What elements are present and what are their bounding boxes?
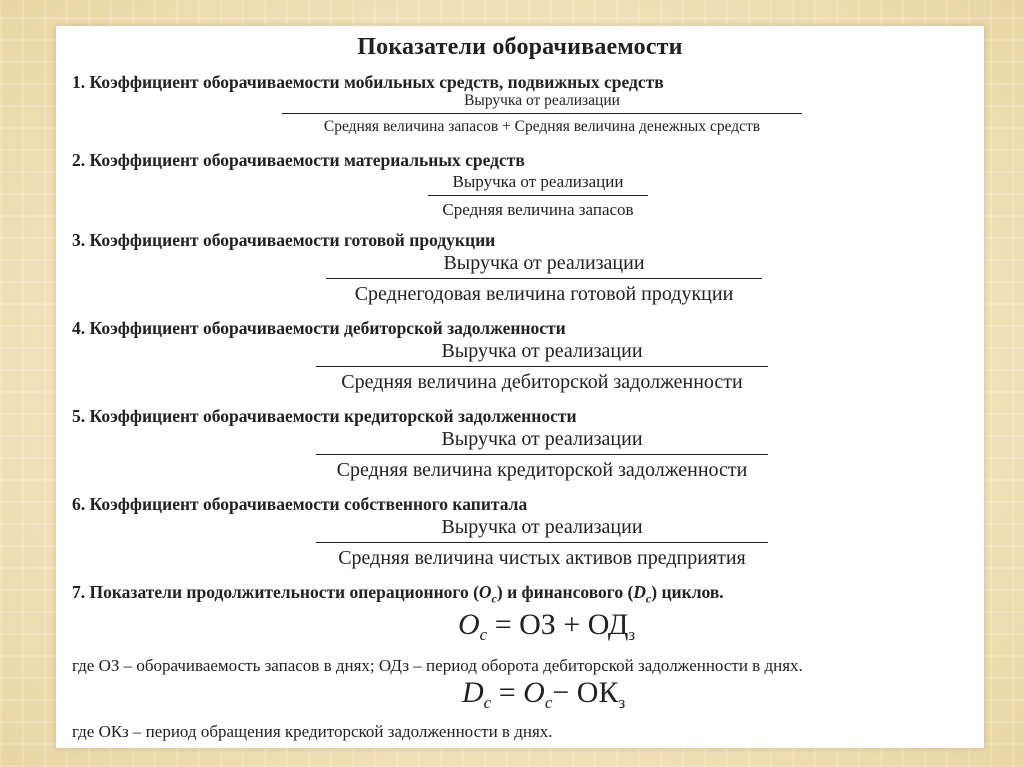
slide [56, 26, 984, 748]
item-4-numerator: Выручка от реализации [441, 340, 643, 362]
dc-subscript: с [645, 591, 652, 606]
item-5-numerator: Выручка от реализации [441, 428, 643, 450]
item-6-denominator: Средняя величина чистых активов предприятия [338, 547, 746, 569]
fraction-bar [316, 454, 768, 455]
item-3-numerator: Выручка от реализации [443, 252, 645, 274]
item-1-heading: 1. Коэффициент оборачиваемости мобильных средств, подвижных средств [72, 72, 664, 92]
item-3-heading: 3. Коэффициент оборачиваемости готовой продукции [72, 230, 496, 250]
note-1: где ОЗ – оборачиваемость запасов в днях; ОДз – период оборота дебиторской задолженности в днях. [72, 656, 803, 675]
formula-rhs: − ОК [552, 676, 619, 709]
formula-lhs: O [458, 608, 480, 641]
item-6-heading: 6. Коэффициент оборачиваемости собственного капитала [72, 494, 528, 514]
item-3-denominator: Среднегодовая величина готовой продукции [354, 283, 734, 305]
fraction-bar [316, 366, 768, 367]
formula-mid: O [523, 676, 545, 709]
item-4-heading: 4. Коэффициент оборачиваемости дебиторской задолженности [72, 318, 566, 338]
item-2-numerator: Выручка от реализации [452, 172, 624, 191]
item-6-numerator: Выручка от реализации [441, 516, 643, 538]
item-4-denominator: Средняя величина дебиторской задолженности [341, 371, 743, 393]
item-4-formula [316, 340, 768, 394]
fraction-bar [316, 542, 768, 543]
formula-rhs-sub: з [618, 693, 626, 712]
item-1-numerator: Выручка от реализации [464, 92, 620, 109]
dc-symbol: D [633, 582, 646, 602]
slide-title: Показатели оборачиваемости [357, 34, 683, 60]
fraction-bar [326, 278, 762, 279]
item-5-denominator: Средняя величина кредиторской задолженности [336, 459, 748, 481]
item-5-heading: 5. Коэффициент оборачиваемости кредиторской задолженности [72, 406, 577, 426]
formula-lhs: D [462, 676, 484, 709]
formula-eq: = [498, 676, 516, 709]
formula-mid-sub: c [544, 693, 553, 712]
item-7-heading [72, 582, 724, 607]
fraction-bar [428, 195, 648, 196]
heading-text: ) и финансового ( [496, 582, 634, 602]
fraction-bar [282, 113, 802, 114]
oc-subscript: с [491, 591, 497, 606]
item-2-heading: 2. Коэффициент оборачиваемости материальных средств [72, 150, 525, 170]
formula-lhs-sub: c [483, 693, 492, 712]
item-2-formula [428, 172, 648, 219]
item-3-formula [326, 252, 762, 306]
formula-rhs-sub: з [628, 625, 636, 644]
item-1-formula [282, 92, 802, 136]
heading-text: 7. Показатели продолжительности операционного ( [72, 582, 479, 602]
item-2-denominator: Средняя величина запасов [442, 199, 634, 219]
financial-cycle-formula [462, 678, 625, 711]
note-2: где ОКз – период обращения кредиторской задолженности в днях. [72, 722, 553, 741]
item-6-formula [316, 516, 768, 570]
item-1-denominator: Средняя величина запасов + Средняя величина денежных средств [323, 117, 761, 135]
operating-cycle-formula [458, 610, 635, 643]
formula-rhs: = ОЗ + ОД [494, 608, 629, 641]
heading-text: ) циклов. [651, 582, 724, 602]
formula-lhs-sub: c [479, 625, 488, 644]
oc-symbol: О [478, 582, 492, 602]
item-5-formula [316, 428, 768, 482]
